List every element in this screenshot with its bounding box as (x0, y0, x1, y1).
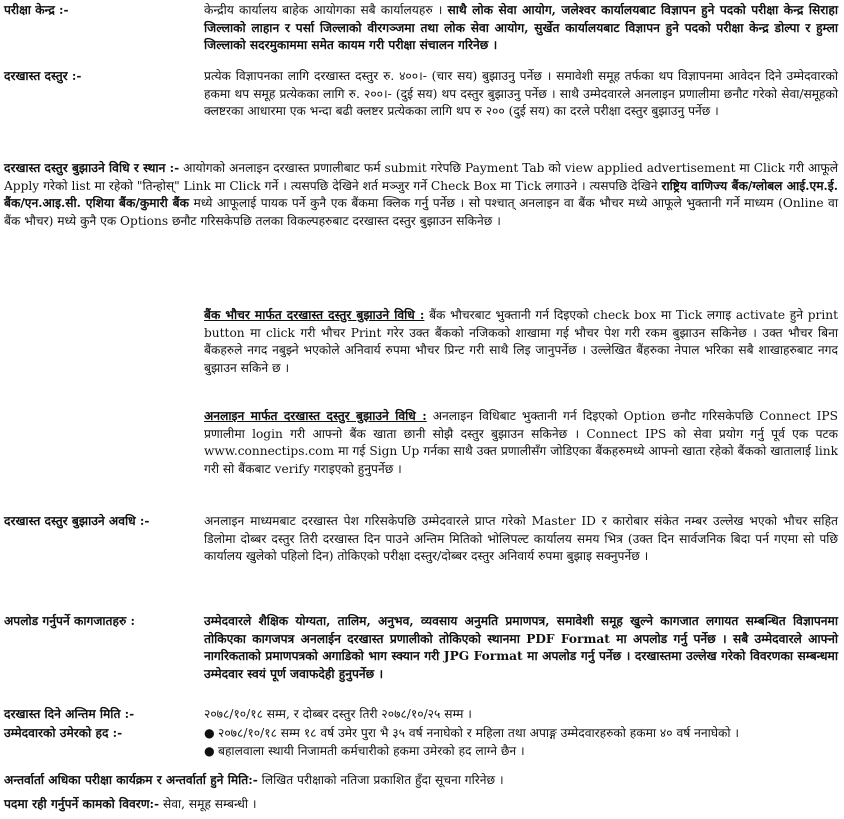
job-description-label: पदमा रही गर्नुपर्ने कामको विवरण:- (4, 797, 160, 811)
voucher-body: बैंक भौचरबाट भुक्तानी गर्न दिइएको check box मा Tick लगाइ activate हुने print button मा click गरी भौचर Print गरेर उक्त बैंकको नजिकको शाखामा गई भौचर पेश गरी रकम बुझाउन सकिनेछ । उक्त भौचर बिना बैंकहरुले नगद नबुझ्ने भएकोले अनिवार्य रुपमा भौचर प्रिन्ट गरी साथै लिइ जानुपर्नेछ । उल्लेखित बैंहरुका नेपाल भरिका सबै शाखाहरुबाट नगद बुझाउन सकिने छ । (204, 308, 838, 375)
age-limit-bullet-2: बहालवाला स्थायी निजामती कर्मचारीको हकमा उमेरको हद लाग्ने छैन । (218, 743, 525, 758)
voucher-text (204, 307, 838, 377)
bullet-icon: ● (204, 726, 215, 740)
list-item (204, 725, 838, 743)
fee-method-text (4, 160, 838, 230)
uploads-text: उम्मेदवारले शैक्षिक योग्यता, तालिम, अनुभव, व्यवसाय अनुमति प्रमाणपत्र, समावेशी समूह खुल्ने कागजात लगायत सम्बन्धित विज्ञापनमा तोकिएका कागजपत्र अनलाईन दरखास्त प्रणालीको तोकिएको स्थानमा PDF Format मा अपलोड गर्नु पर्नेछ । सबै उम्मेदवारले आफ्नो नागरिकताको प्रमाणपत्रको अगाडिको भाग स्क्यान गरी JPG Format मा अपलोड गर्नु पर्नेछ । दरखास्तमा उल्लेख गरेको विवरणका सम्बन्धमा उम्मेदवार स्वयं पूर्ण जवाफदेही हुनुपर्नेछ । (204, 614, 838, 681)
age-limit-bullet-1: २०७८/१०/१८ सम्म १८ वर्ष उमेर पुरा भै ३५ वर्ष ननाघेको र महिला तथा अपाङ्ग उम्मेदवारहरुको हकमा ४० वर्ष ननाघेको । (218, 726, 740, 740)
age-limit-label: उम्मेदवारको उमेरको हद :- (4, 726, 123, 740)
fee-label: दरखास्त दस्तुर :- (4, 69, 82, 83)
fee-method-label: दरखास्त दस्तुर बुझाउने विधि र स्थान :- (4, 161, 180, 175)
exam-center-label: परीक्षा केन्द्र :- (4, 3, 69, 17)
bullet-icon: ● (204, 743, 215, 758)
uploads-label: अपलोड गर्नुपर्ने कागजातहरु : (4, 614, 135, 628)
exam-center-text (204, 2, 838, 55)
fee-method-text-a: आयोगको अनलाइन दरखास्त प्रणालीबाट फर्म submit गरेपछि Payment Tab को view applied advertisement मा Click गरी आफूले Apply गरेको list मा रहेको "तिन्होस्" Link मा Click गर्ने । त्यसपछि देखिने शर्त मञ्जुर गर्ने Check Box मा Tick लगाउने । त्यसपछि देखिने (4, 161, 838, 193)
fee-method-text-b: मध्ये आफूलाई पायक पर्ने कुनै एक बैंकमा क्लिक गर्नु पर्नेछ । सो पश्चात् अनलाइन वा बैंक भौचर मध्ये आफूले भुक्तानी गर्ने माध्यम (Online वा बैंक भौचर) मध्ये कुनै एक Options छनौट गरिसकेपछि तलका विकल्पहरुबाट दरखास्त दस्तुर बुझाउन सकिनेछ । (4, 196, 838, 228)
fee-deadline-text: अनलाइन माध्यमबाट दरखास्त पेश गरिसकेपछि उम्मेदवारले प्राप्त गरेको Master ID र कारोबार संकेत नम्बर उल्लेख भएको भौचर सहित डिलोमा दोब्बर दस्तुर तिरी दरखास्त दिन पाउने अन्तिम मितिको भोलिपल्ट कार्यालय समय भित्र (उक्त दिन सार्वजनिक बिदा पर्न गएमा सो पछि कार्यालय खुलेको पहिलो दिन) तोकिएको परीक्षा दस्तुर/दोब्बर दस्तुर अनिवार्य रुपमा बुझाइ सक्नुपर्नेछ । (204, 514, 838, 563)
exam-center-text-bold: साथै लोक सेवा आयोग, जलेश्वर कार्यालयबाट विज्ञापन हुने पदको परीक्षा केन्द्र सिराहा जिल्लाको लाहान र पर्सा जिल्लाको वीरगञ्जमा तथा लोक सेवा आयोग, सुर्खेत कार्यालयबाट विज्ञापन हुने पदको परीक्षा केन्द्र डोल्पा र हुम्ला जिल्लाको सदरमुकाममा समेत कायम गरी परीक्षा संचालन गरिनेछ । (204, 3, 839, 52)
interview-body: लिखित परीक्षाको नतिजा प्रकाशित हुँदा सूचना गरिनेछ । (257, 773, 504, 787)
interview-text (4, 772, 838, 790)
fee-method-banks: राष्ट्रिय वाणिज्य बैंक/ग्लोबल आई.एम.ई. बैंक/एन.आइ.सी. एशिया बैंक/कुमारी बैंक (4, 178, 838, 210)
fee-text: प्रत्येक विज्ञापनका लागि दरखास्त दस्तुर रु. ४००।- (चार सय) बुझाउनु पर्नेछ । समावेशी समूह तर्फका थप विज्ञापनमा आवेदन दिने उम्मेदवारको हकमा थप समूह प्रत्येकका लागि रु. २००।- (दुई सय) थप दस्तुर बुझाउनु पर्नेछ । साथै उम्मेदवारले अनलाइन प्रणालीमा छनौट गरेको सेवा/समूहको क्लष्टरका आधारमा एक भन्दा बढी क्लष्टर प्रत्येकका लागि थप रु २०० (दुई सय) का दरले परीक्षा दस्तुर बुझाउनु पर्नेछ । (204, 69, 838, 118)
job-description-text (4, 796, 838, 814)
last-date-text: २०७८/१०/१८ सम्म, र दोब्बर दस्तुर तिरी २०७८/१०/२५ सम्म । (204, 707, 472, 721)
job-description-body: सेवा, समूह सम्बन्धी । (159, 797, 257, 811)
interview-label: अन्तर्वार्ता अधिका परीक्षा कार्यक्रम र अन्तर्वार्ता हुने मिति:- (4, 773, 258, 787)
exam-center-text-regular: केन्द्रीय कार्यालय बाहेक आयोगका सबै कार्यालयहरु । (204, 3, 443, 17)
voucher-label: बैंक भौचर मार्फत दरखास्त दस्तुर बुझाउने विधि : (204, 308, 425, 322)
age-limit-list (204, 725, 838, 760)
online-label: अनलाइन मार्फत दरखास्त दस्तुर बुझाउने विधि : (204, 409, 427, 423)
fee-deadline-label: दरखास्त दस्तुर बुझाउने अवधि :- (4, 514, 150, 528)
last-date-label: दरखास्त दिने अन्तिम मिति :- (4, 707, 135, 721)
online-text (204, 408, 838, 478)
list-item (204, 743, 838, 761)
online-body: अनलाइन विधिबाट भुक्तानी गर्न दिइएको Option छनौट गरिसकेपछि Connect IPS प्रणालीमा login गरी आफ्नो बैंक खाता छानी सोझै दस्तुर बुझाउन सकिनेछ । Connect IPS को सेवा प्रयोग गर्नु पूर्व एक पटक www.connectips.com मा गई Sign Up गर्नका साथै उक्त प्रणालीसँग जोडिएका बैंकहरुमध्ये आफ्नो खाता रहेको बैंकको खातालाई link गरी सो बैंकबाट verify गराइएको हुनुपर्नेछ । (204, 409, 838, 476)
